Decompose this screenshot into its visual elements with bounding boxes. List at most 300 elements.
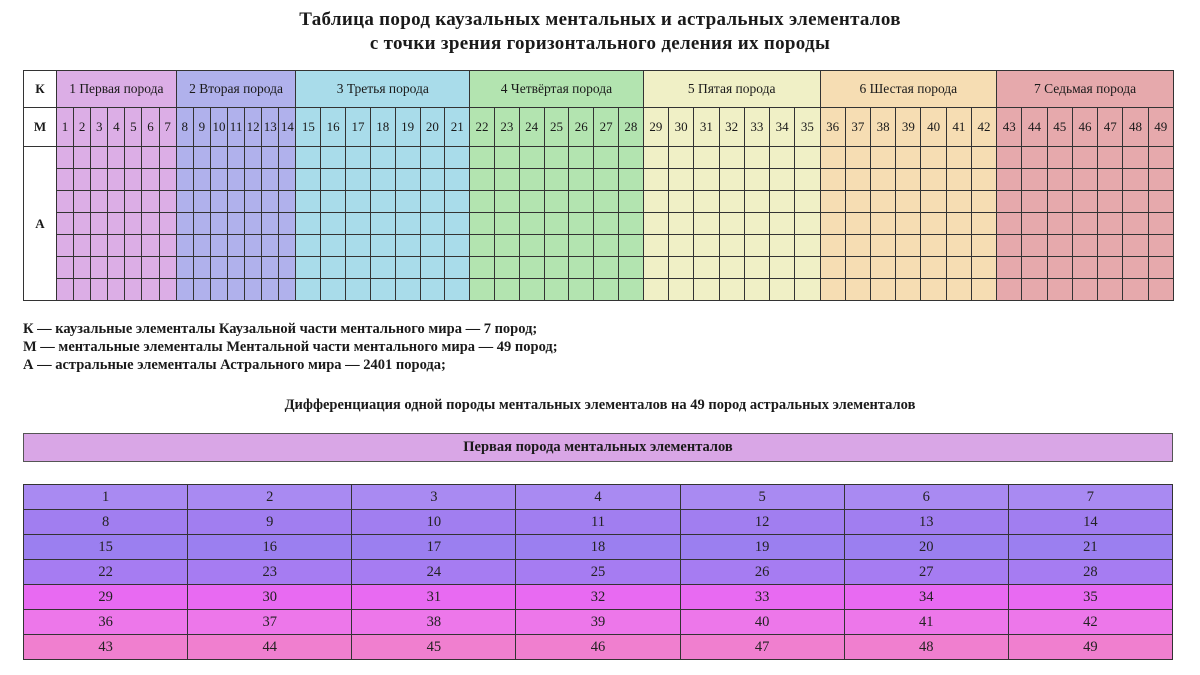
astral-cell	[193, 169, 210, 191]
astral-cell	[142, 235, 159, 257]
astral-cell	[420, 279, 445, 301]
mental-breed-cell: 37	[845, 108, 870, 147]
astral-cell	[1047, 257, 1072, 279]
legend-line-m: М — ментальные элементалы Ментальной части ментального мира — 49 пород;	[23, 339, 558, 355]
astral-cell	[619, 213, 644, 235]
astral-cell	[395, 169, 420, 191]
mental-breed-cell: 12	[245, 108, 262, 147]
astral-cell	[321, 279, 346, 301]
astral-cell	[159, 235, 176, 257]
mental-breed-cell: 38	[871, 108, 896, 147]
grid-cell: 43	[24, 635, 188, 660]
astral-cell	[1148, 279, 1173, 301]
astral-cell	[619, 147, 644, 169]
grid-cell: 4	[516, 485, 680, 510]
astral-cell	[744, 279, 769, 301]
astral-cell	[210, 147, 227, 169]
grid-cell: 12	[680, 510, 844, 535]
mental-breed-cell: 28	[619, 108, 644, 147]
grid-cell: 36	[24, 610, 188, 635]
astral-cell	[719, 279, 744, 301]
mental-row	[24, 108, 1174, 147]
mental-breed-cell: 10	[210, 108, 227, 147]
grid-cell: 33	[680, 585, 844, 610]
astral-cell	[279, 235, 296, 257]
astral-cell	[125, 191, 142, 213]
breed-group-6: 6 Шестая порода	[820, 71, 997, 108]
astral-cell	[228, 257, 245, 279]
title-line-2: с точки зрения горизонтального деления их породы	[369, 33, 831, 54]
mental-breed-cell: 27	[594, 108, 619, 147]
astral-cell	[346, 257, 371, 279]
astral-cell	[795, 147, 820, 169]
astral-cell	[719, 191, 744, 213]
astral-cell	[494, 169, 519, 191]
astral-cell	[997, 147, 1022, 169]
mental-breed-cell: 23	[494, 108, 519, 147]
astral-cell	[594, 235, 619, 257]
astral-row	[24, 191, 1174, 213]
astral-cell	[845, 213, 870, 235]
astral-cell	[1123, 147, 1148, 169]
grid-cell: 25	[516, 560, 680, 585]
astral-cell	[946, 257, 971, 279]
astral-cell	[669, 147, 694, 169]
astral-cell	[1148, 191, 1173, 213]
astral-cell	[820, 147, 845, 169]
astral-cell	[74, 169, 91, 191]
astral-cell	[245, 169, 262, 191]
legend-line-k: К — каузальные элементалы Каузальной части ментального мира — 7 пород;	[23, 321, 538, 337]
astral-cell	[321, 213, 346, 235]
astral-row	[24, 147, 1174, 169]
astral-cell	[569, 279, 594, 301]
astral-cell	[1123, 169, 1148, 191]
astral-cell	[494, 147, 519, 169]
caustic-row	[24, 71, 1174, 108]
grid-cell: 37	[188, 610, 352, 635]
astral-cell	[594, 213, 619, 235]
astral-cell	[420, 257, 445, 279]
astral-cell	[176, 257, 193, 279]
grid-cell: 40	[680, 610, 844, 635]
astral-cell	[176, 147, 193, 169]
astral-cell	[1098, 279, 1123, 301]
astral-cell	[420, 191, 445, 213]
astral-cell	[845, 257, 870, 279]
astral-cell	[420, 169, 445, 191]
astral-cell	[57, 213, 74, 235]
astral-cell	[845, 279, 870, 301]
astral-cell	[1022, 257, 1047, 279]
astral-cell	[795, 213, 820, 235]
astral-cell	[946, 147, 971, 169]
astral-cell	[971, 257, 996, 279]
mental-breed-cell: 17	[346, 108, 371, 147]
mental-breed-cell: 30	[669, 108, 694, 147]
astral-cell	[74, 279, 91, 301]
astral-cell	[896, 279, 921, 301]
grid-cell: 42	[1008, 610, 1172, 635]
astral-cell	[795, 257, 820, 279]
astral-cell	[228, 279, 245, 301]
row-label-a: А	[24, 147, 57, 301]
mental-breed-cell: 1	[57, 108, 74, 147]
mental-breed-cell: 21	[445, 108, 470, 147]
astral-cell	[228, 235, 245, 257]
astral-cell	[91, 257, 108, 279]
mental-breed-cell: 47	[1098, 108, 1123, 147]
mental-breed-cell: 2	[74, 108, 91, 147]
mental-breed-cell: 24	[519, 108, 544, 147]
astral-cell	[971, 191, 996, 213]
astral-cell	[519, 235, 544, 257]
grid-cell: 22	[24, 560, 188, 585]
astral-cell	[245, 279, 262, 301]
astral-cell	[669, 279, 694, 301]
mental-breed-cell: 18	[370, 108, 395, 147]
astral-cell	[91, 213, 108, 235]
astral-cell	[544, 257, 569, 279]
astral-cell	[569, 147, 594, 169]
astral-cell	[1022, 169, 1047, 191]
grid-cell: 34	[844, 585, 1008, 610]
astral-cell	[544, 235, 569, 257]
mental-breed-cell: 39	[896, 108, 921, 147]
mental-breed-cell: 48	[1123, 108, 1148, 147]
astral-cell	[74, 213, 91, 235]
astral-cell	[820, 279, 845, 301]
astral-cell	[296, 279, 321, 301]
astral-cell	[619, 279, 644, 301]
page-title	[0, 8, 1200, 56]
astral-cell	[719, 235, 744, 257]
mental-breed-cell: 32	[719, 108, 744, 147]
astral-cell	[470, 235, 495, 257]
astral-cell	[896, 235, 921, 257]
mental-breed-cell: 44	[1022, 108, 1047, 147]
astral-cell	[795, 279, 820, 301]
astral-cell	[346, 235, 371, 257]
astral-cell	[125, 169, 142, 191]
astral-cell	[296, 191, 321, 213]
breed-group-4: 4 Четвёртая порода	[470, 71, 644, 108]
astral-cell	[594, 279, 619, 301]
astral-cell	[643, 147, 668, 169]
astral-cell	[176, 191, 193, 213]
astral-cell	[845, 169, 870, 191]
astral-cell	[820, 169, 845, 191]
astral-cell	[971, 147, 996, 169]
grid-cell: 3	[352, 485, 516, 510]
mental-breed-cell: 29	[643, 108, 668, 147]
grid-cell: 17	[352, 535, 516, 560]
astral-cell	[228, 147, 245, 169]
astral-cell	[971, 279, 996, 301]
astral-cell	[619, 191, 644, 213]
astral-cell	[694, 213, 719, 235]
astral-cell	[1098, 257, 1123, 279]
astral-cell	[445, 279, 470, 301]
astral-cell	[1022, 213, 1047, 235]
astral-cell	[445, 191, 470, 213]
astral-cell	[544, 191, 569, 213]
astral-cell	[1148, 169, 1173, 191]
astral-cell	[594, 169, 619, 191]
astral-cell	[91, 235, 108, 257]
mental-breed-cell: 49	[1148, 108, 1173, 147]
astral-cell	[896, 213, 921, 235]
astral-cell	[370, 191, 395, 213]
astral-cell	[445, 235, 470, 257]
astral-cell	[921, 279, 946, 301]
astral-cell	[91, 279, 108, 301]
astral-cell	[643, 257, 668, 279]
astral-cell	[193, 279, 210, 301]
mental-breed-cell: 5	[125, 108, 142, 147]
astral-cell	[744, 257, 769, 279]
elementals-table	[23, 70, 1174, 301]
grid-cell: 18	[516, 535, 680, 560]
astral-cell	[719, 257, 744, 279]
astral-cell	[845, 235, 870, 257]
astral-cell	[1047, 191, 1072, 213]
astral-cell	[176, 279, 193, 301]
astral-cell	[519, 213, 544, 235]
astral-cell	[694, 257, 719, 279]
astral-cell	[228, 213, 245, 235]
grid-cell: 21	[1008, 535, 1172, 560]
grid-cell: 39	[516, 610, 680, 635]
astral-cell	[643, 279, 668, 301]
row-label-k: К	[24, 71, 57, 108]
mental-breed-cell: 14	[279, 108, 296, 147]
astral-cell	[210, 169, 227, 191]
astral-cell	[142, 257, 159, 279]
astral-cell	[519, 169, 544, 191]
grid-cell: 47	[680, 635, 844, 660]
grid-cell: 2	[188, 485, 352, 510]
astral-cell	[245, 213, 262, 235]
astral-cell	[871, 257, 896, 279]
mental-breed-cell: 13	[262, 108, 279, 147]
astral-cell	[193, 191, 210, 213]
astral-cell	[744, 235, 769, 257]
astral-cell	[1148, 235, 1173, 257]
astral-cell	[1148, 147, 1173, 169]
grid-cell: 41	[844, 610, 1008, 635]
astral-cell	[1123, 279, 1148, 301]
astral-cell	[921, 213, 946, 235]
astral-cell	[370, 169, 395, 191]
astral-cell	[395, 235, 420, 257]
astral-cell	[494, 213, 519, 235]
astral-cell	[519, 257, 544, 279]
astral-cell	[769, 235, 794, 257]
astral-cell	[1072, 235, 1097, 257]
astral-cell	[321, 235, 346, 257]
grid-row	[24, 610, 1173, 635]
astral-cell	[57, 191, 74, 213]
astral-cell	[395, 191, 420, 213]
mental-breed-cell: 4	[108, 108, 125, 147]
astral-cell	[262, 257, 279, 279]
astral-cell	[1072, 147, 1097, 169]
astral-cell	[1098, 235, 1123, 257]
astral-cell	[1098, 169, 1123, 191]
astral-cell	[769, 257, 794, 279]
astral-cell	[125, 147, 142, 169]
astral-cell	[971, 213, 996, 235]
astral-cell	[108, 279, 125, 301]
astral-cell	[91, 169, 108, 191]
astral-cell	[1123, 257, 1148, 279]
astral-cell	[946, 191, 971, 213]
grid-cell: 48	[844, 635, 1008, 660]
mental-breed-cell: 43	[997, 108, 1022, 147]
mental-breed-cell: 3	[91, 108, 108, 147]
astral-cell	[91, 191, 108, 213]
grid-cell: 44	[188, 635, 352, 660]
astral-cell	[569, 235, 594, 257]
astral-cell	[1098, 147, 1123, 169]
astral-cell	[921, 147, 946, 169]
astral-cell	[125, 213, 142, 235]
astral-cell	[1148, 213, 1173, 235]
astral-cell	[569, 169, 594, 191]
mental-breed-cell: 16	[321, 108, 346, 147]
astral-cell	[395, 279, 420, 301]
breed-group-2: 2 Вторая порода	[176, 71, 296, 108]
astral-cell	[1123, 191, 1148, 213]
astral-cell	[694, 147, 719, 169]
astral-cell	[142, 147, 159, 169]
astral-cell	[769, 213, 794, 235]
astral-cell	[769, 169, 794, 191]
astral-cell	[719, 169, 744, 191]
mental-breed-cell: 20	[420, 108, 445, 147]
astral-cell	[1022, 235, 1047, 257]
astral-cell	[744, 191, 769, 213]
astral-cell	[769, 279, 794, 301]
astral-cell	[871, 213, 896, 235]
grid-cell: 26	[680, 560, 844, 585]
astral-cell	[346, 279, 371, 301]
astral-cell	[845, 147, 870, 169]
astral-cell	[1098, 191, 1123, 213]
astral-cell	[210, 279, 227, 301]
grid-row	[24, 560, 1173, 585]
mental-breed-cell: 45	[1047, 108, 1072, 147]
astral-cell	[569, 213, 594, 235]
astral-cell	[470, 257, 495, 279]
astral-cell	[971, 235, 996, 257]
astral-cell	[108, 213, 125, 235]
astral-cell	[321, 257, 346, 279]
astral-cell	[245, 235, 262, 257]
grid-cell: 30	[188, 585, 352, 610]
astral-cell	[346, 169, 371, 191]
mental-breed-cell: 42	[971, 108, 996, 147]
grid-row	[24, 535, 1173, 560]
astral-cell	[820, 235, 845, 257]
astral-cell	[296, 235, 321, 257]
astral-cell	[210, 257, 227, 279]
astral-cell	[142, 169, 159, 191]
grid-cell: 9	[188, 510, 352, 535]
astral-cell	[946, 279, 971, 301]
mental-breed-cell: 9	[193, 108, 210, 147]
astral-cell	[997, 279, 1022, 301]
astral-cell	[279, 169, 296, 191]
astral-cell	[57, 279, 74, 301]
grid-row	[24, 635, 1173, 660]
astral-cell	[619, 169, 644, 191]
astral-cell	[279, 213, 296, 235]
astral-cell	[142, 191, 159, 213]
grid-cell: 10	[352, 510, 516, 535]
astral-cell	[176, 169, 193, 191]
astral-cell	[769, 147, 794, 169]
grid-cell: 1	[24, 485, 188, 510]
astral-cell	[669, 257, 694, 279]
astral-cell	[594, 191, 619, 213]
astral-cell	[569, 191, 594, 213]
astral-cell	[57, 147, 74, 169]
astral-cell	[820, 257, 845, 279]
astral-cell	[470, 279, 495, 301]
astral-row	[24, 213, 1174, 235]
astral-cell	[997, 213, 1022, 235]
astral-cell	[544, 213, 569, 235]
astral-cell	[142, 213, 159, 235]
astral-cell	[845, 191, 870, 213]
astral-cell	[279, 279, 296, 301]
astral-cell	[871, 235, 896, 257]
astral-cell	[228, 191, 245, 213]
astral-cell	[245, 257, 262, 279]
grid-cell: 27	[844, 560, 1008, 585]
mental-breed-cell: 6	[142, 108, 159, 147]
astral-cell	[279, 147, 296, 169]
astral-cell	[176, 235, 193, 257]
grid-cell: 23	[188, 560, 352, 585]
astral-cell	[159, 257, 176, 279]
astral-cell	[346, 213, 371, 235]
astral-cell	[1022, 147, 1047, 169]
astral-cell	[296, 257, 321, 279]
mental-breed-cell: 11	[228, 108, 245, 147]
astral-cell	[997, 191, 1022, 213]
astral-cell	[744, 213, 769, 235]
astral-cell	[896, 257, 921, 279]
astral-cell	[494, 235, 519, 257]
astral-cell	[321, 147, 346, 169]
astral-cell	[643, 191, 668, 213]
astral-row	[24, 279, 1174, 301]
astral-cell	[544, 169, 569, 191]
mental-breed-cell: 25	[544, 108, 569, 147]
astral-cell	[108, 257, 125, 279]
astral-cell	[1072, 169, 1097, 191]
grid-cell: 20	[844, 535, 1008, 560]
astral-cell	[1047, 213, 1072, 235]
grid-cell: 8	[24, 510, 188, 535]
astral-cell	[921, 169, 946, 191]
astral-cell	[971, 169, 996, 191]
astral-cell	[296, 213, 321, 235]
grid-cell: 11	[516, 510, 680, 535]
